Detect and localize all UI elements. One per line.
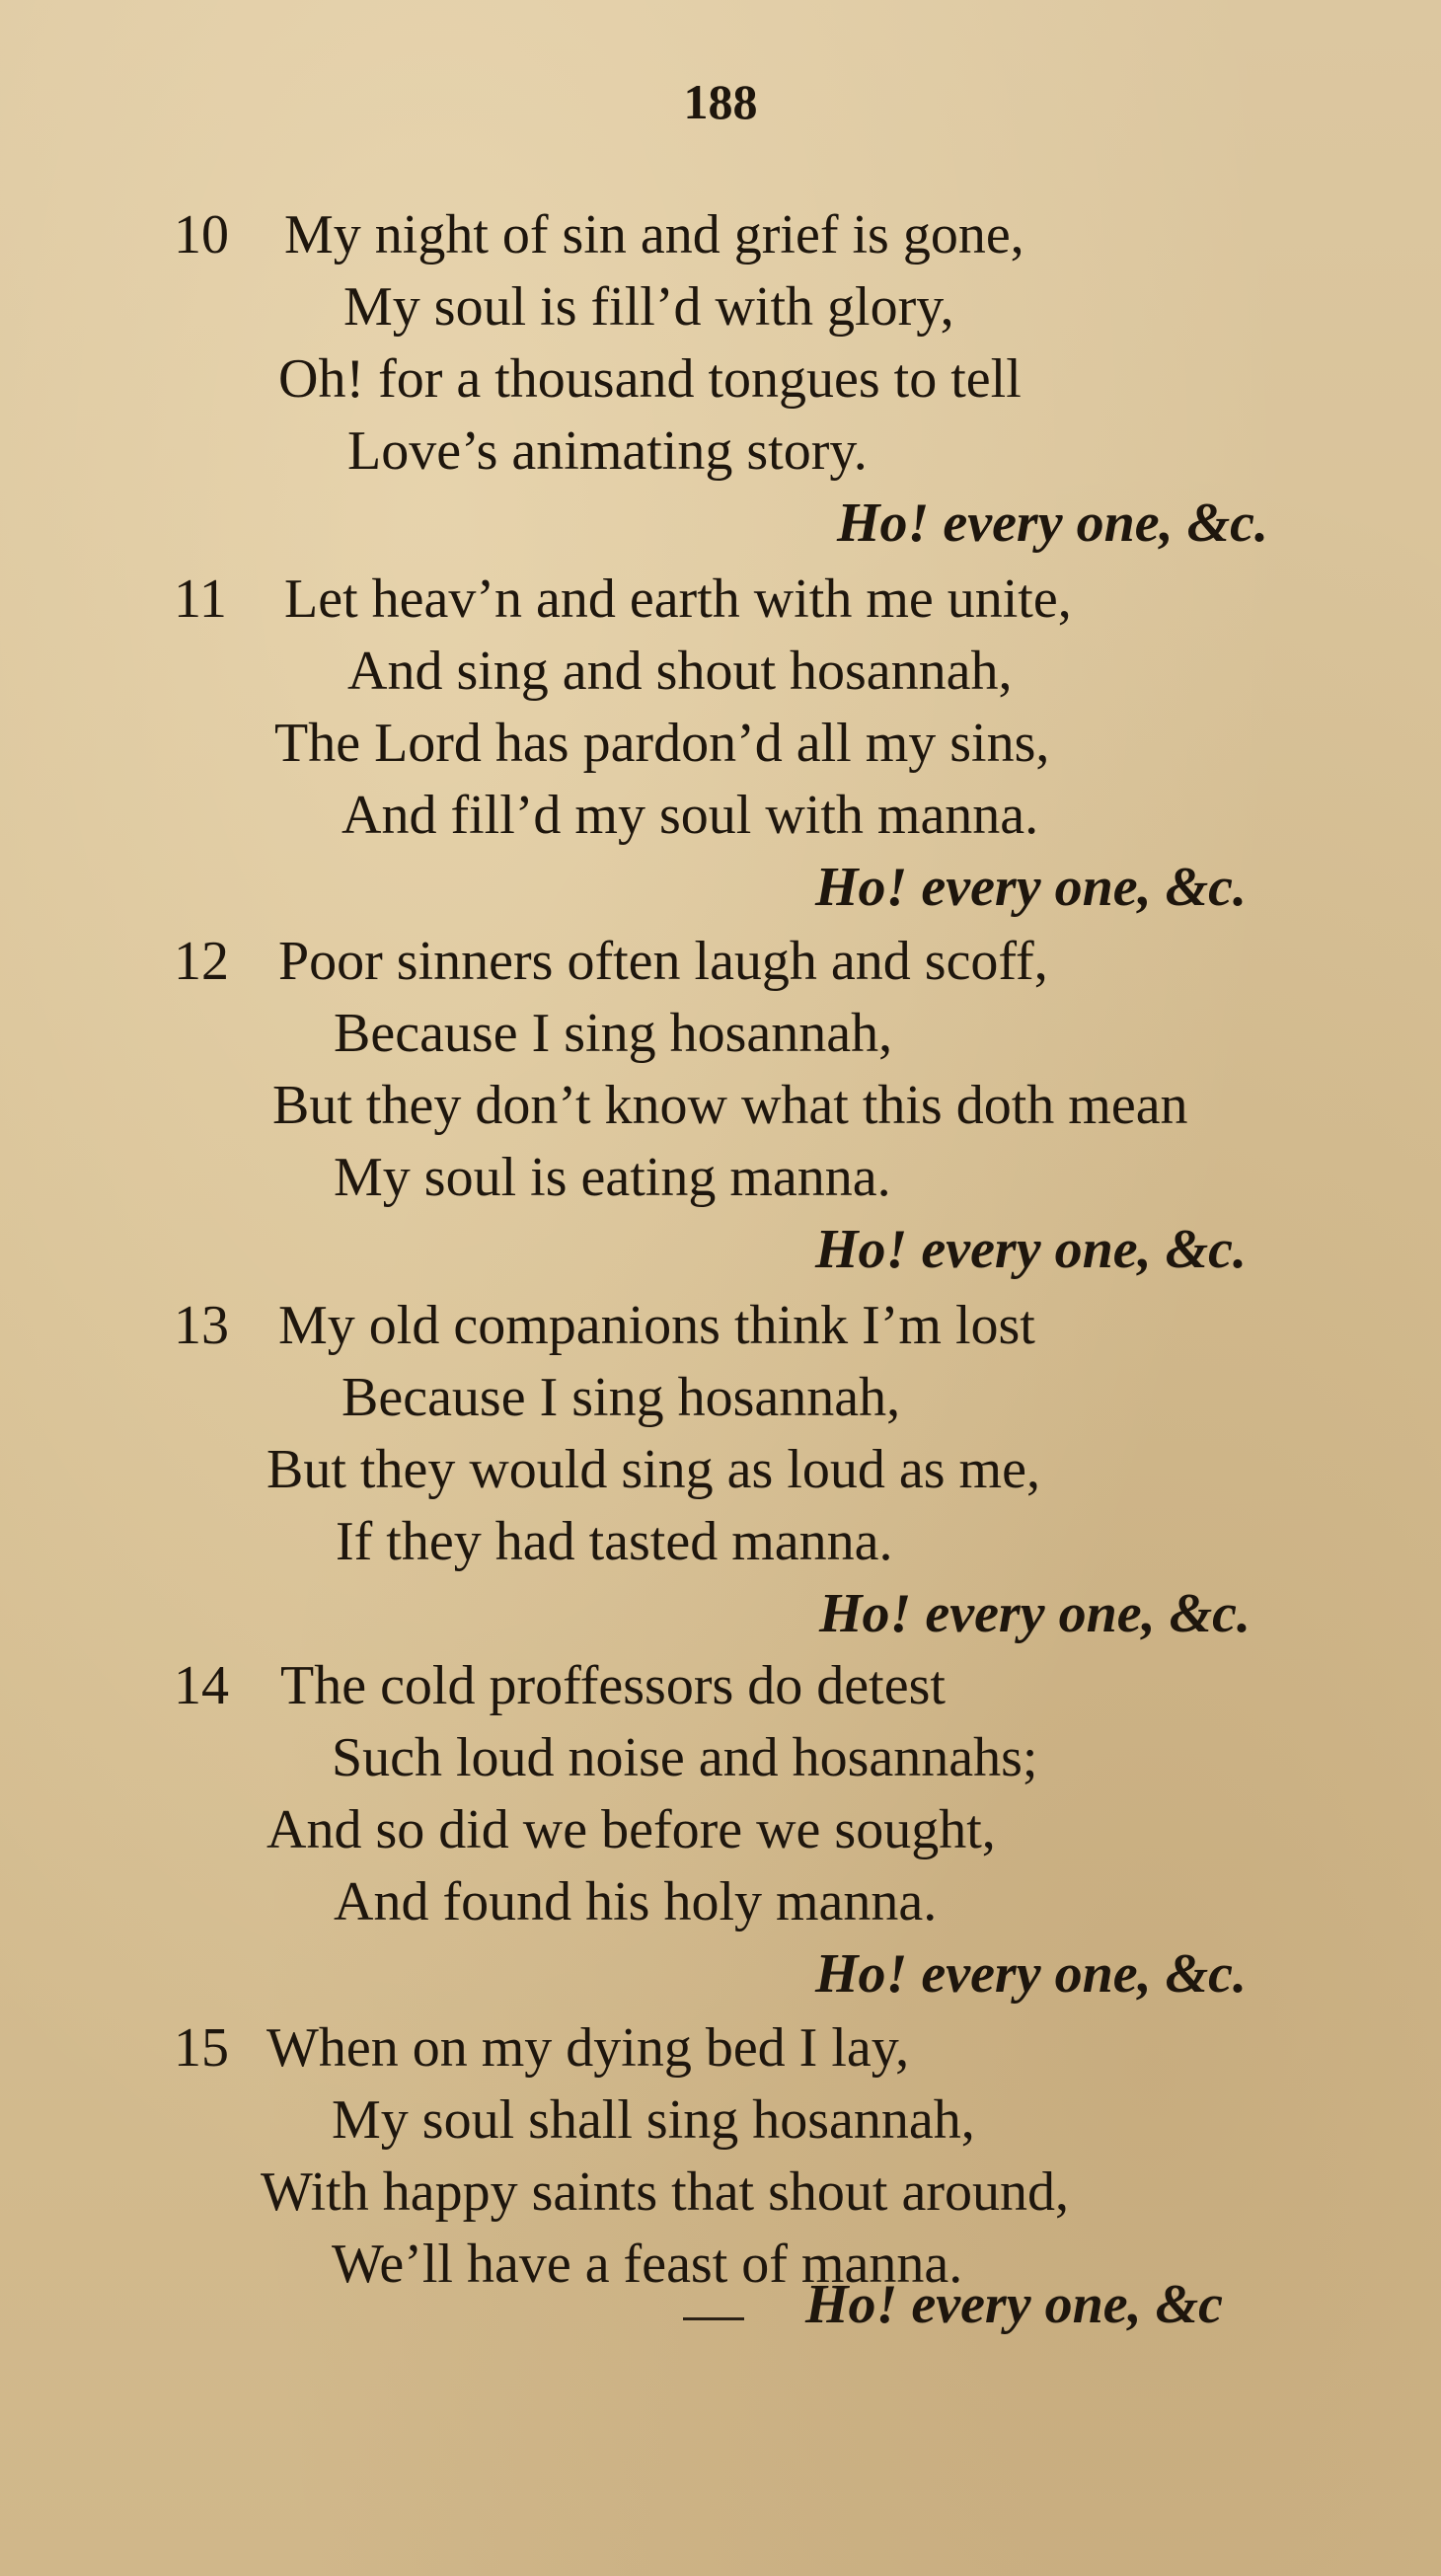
chorus-line: Ho! every one, &c. — [815, 1219, 1247, 1280]
verse-line: My soul is fill’d with glory, — [343, 276, 954, 338]
verse-line: And fill’d my soul with manna. — [341, 785, 1039, 846]
verse-line: Oh! for a thousand tongues to tell — [278, 348, 1022, 410]
verse-line: But they don’t know what this doth mean — [272, 1075, 1188, 1136]
verse-line: My soul is eating manna. — [334, 1147, 891, 1208]
verse-line: And found his holy manna. — [334, 1871, 938, 1932]
chorus-line: Ho! every one, &c. — [837, 492, 1268, 554]
stanza-number: 11 — [174, 568, 227, 630]
stanza-number: 10 — [174, 204, 229, 265]
verse-line: When on my dying bed I lay, — [266, 2017, 910, 2079]
stanza-number: 14 — [174, 1655, 229, 1716]
chorus-line: Ho! every one, &c. — [819, 1583, 1251, 1644]
chorus-line: Ho! every one, &c — [805, 2274, 1223, 2335]
verse-line: Such loud noise and hosannahs; — [332, 1727, 1038, 1788]
verse-line: My old companions think I’m lost — [278, 1295, 1035, 1356]
stanza-number: 12 — [174, 931, 229, 992]
verse-line: With happy saints that shout around, — [261, 2161, 1069, 2223]
chorus-line: Ho! every one, &c. — [815, 857, 1247, 918]
chorus-line: Ho! every one, &c. — [815, 1943, 1247, 2005]
verse-line: And sing and shout hosannah, — [347, 641, 1013, 702]
verse-line: The cold proffessors do detest — [280, 1655, 946, 1716]
page-number: 188 — [683, 74, 758, 129]
verse-line: Because I sing hosannah, — [334, 1003, 893, 1064]
verse-line: Because I sing hosannah, — [341, 1367, 901, 1428]
verse-line: Poor sinners often laugh and scoff, — [278, 931, 1048, 992]
verse-line: But they would sing as loud as me, — [266, 1439, 1040, 1500]
verse-line: The Lord has pardon’d all my sins, — [274, 713, 1050, 774]
verse-line: Love’s animating story. — [347, 420, 868, 482]
verse-line: Let heav’n and earth with me unite, — [284, 568, 1072, 630]
stanza-number: 15 — [174, 2017, 229, 2079]
stanza-number: 13 — [174, 1295, 229, 1356]
verse-line: My night of sin and grief is gone, — [284, 204, 1024, 265]
end-rule — [683, 2317, 744, 2320]
verse-line: We’ll have a feast of manna. — [332, 2234, 963, 2295]
verse-line: My soul shall sing hosannah, — [332, 2089, 975, 2151]
verse-line: And so did we before we sought, — [266, 1799, 996, 1860]
verse-line: If they had tasted manna. — [336, 1511, 893, 1572]
